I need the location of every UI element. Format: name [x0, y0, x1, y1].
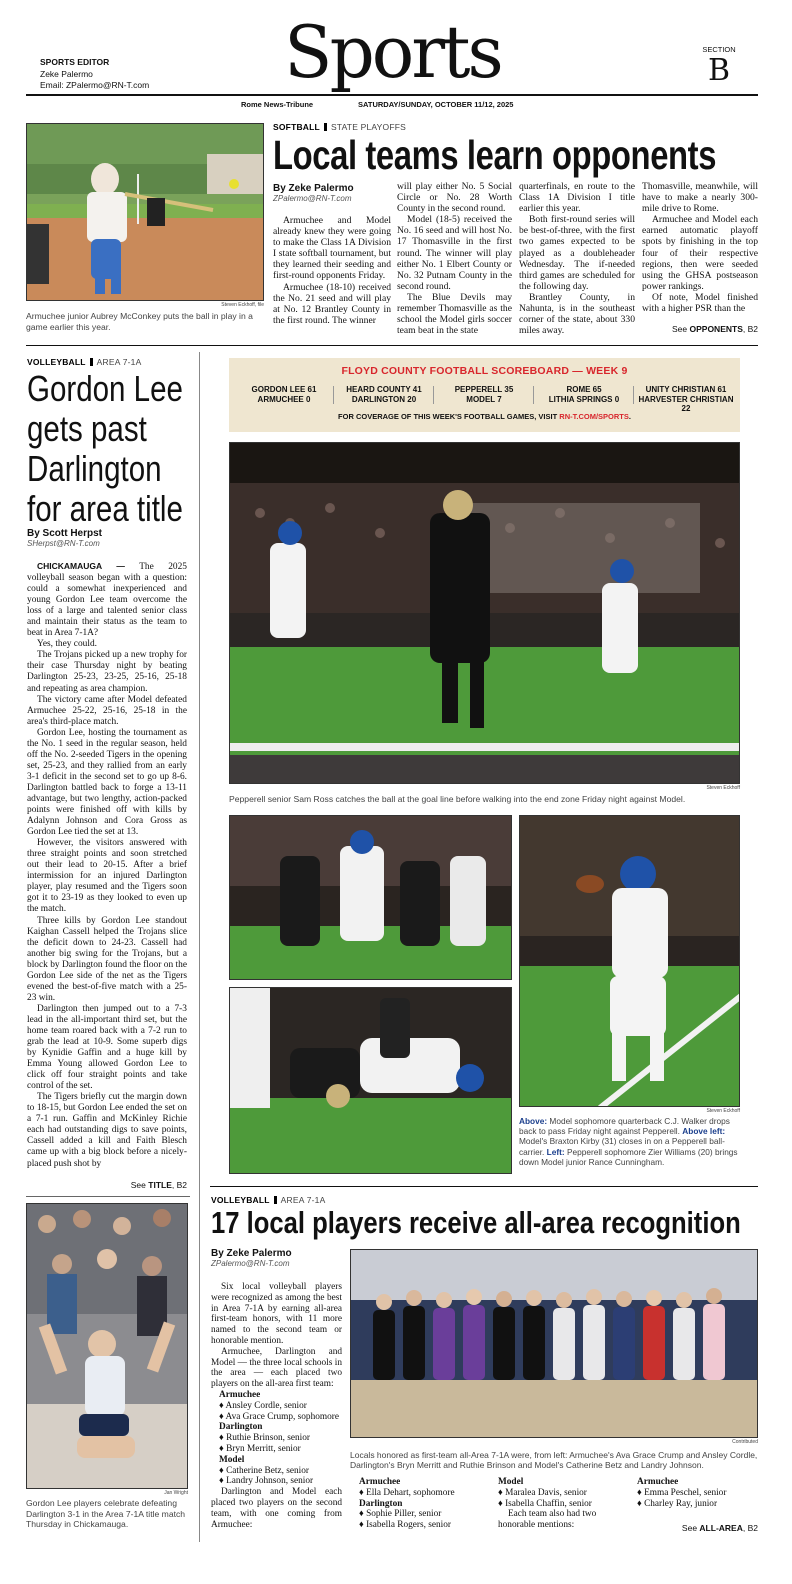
ft-player: ♦ Ava Grace Crump, sophomore: [219, 1411, 339, 1422]
softball-col4-p2: Armuchee and Model each earned automatic playoff spots by finishing in the top four of their respective regions, then were seeded using the GHSA postseason power rankings.: [642, 214, 758, 292]
allarea-intro-p2: Armuchee, Darlington and Model — the three local schools in the area — each placed two players on the all-area first team:: [211, 1346, 342, 1390]
football-walker-art: [520, 816, 740, 1107]
vb-title-p5: Gordon Lee, hosting the tournament as the No. 1 seed in the regular season, held off the No. 2-seeded Tigers in the opening set, 25-23, and they rallied from an early 3-1 deficit in the second set to go up 8-6. Darlington battled back to forge a 13-11 advantage, but two lengthy, action-packed points were finished off with kills by Adalynn Johnson and Cora Gross as Gordon Lee tied the set at 13.: [27, 727, 187, 838]
score-game-3-line1: PEPPERELL 35: [454, 385, 514, 394]
softball-col-1: [273, 215, 391, 333]
football-kirby-art: [230, 816, 512, 980]
scoreboard-footer-text: FOR COVERAGE OF THIS WEEK'S FOOTBALL GAMES, VISIT: [338, 412, 560, 421]
jump-page: , B2: [742, 1523, 758, 1533]
st-player: ♦ Ella Dehart, sophomore: [359, 1487, 455, 1498]
sports-editor-box: [40, 57, 240, 90]
vb-title-p1: [27, 561, 187, 639]
jump-see: See: [681, 1523, 698, 1533]
vb-headline-line-4: for area title: [27, 488, 183, 529]
section-letter: B: [707, 53, 731, 88]
allarea-intro-p1: Six local volleyball players were recognized as among the best in Area 7-1A by earning all-area first-team honors, with 11 more named to the second team or honorable mention.: [211, 1282, 342, 1346]
score-game-4-line2: LITHIA SPRINGS 0: [548, 394, 620, 404]
vb-celebration-art: [27, 1204, 188, 1489]
vb-title-p6: However, the visitors answered with three straight points and soon stretched out their lead to 20-15. After a brief intermission for an injured Darlington player, play resumed and the Tigers soon got it to 23-19 as they looked to even up the match.: [27, 838, 187, 915]
paper-name: Rome News-Tribune: [241, 100, 314, 109]
score-game-2: [334, 385, 434, 404]
vb-title-p3: The Trojans picked up a new trophy for their case Thursday night by beating Darlington 25-23, 23-25, 25-16, 25-18 and repeating as area champion.: [27, 650, 187, 694]
vb-headline-line-2: gets past: [27, 408, 147, 449]
softball-col2-p2: Model (18-5) received the No. 16 seed and will host No. 17 Thomasville in the first round. The winner will play either No. 1 Elbert County or No. 32 Putnam County in the second round.: [397, 214, 512, 292]
cap-above-text: Model sophomore quarterback C.J. Walker drops back to pass Friday night against Pepperell.: [519, 1116, 730, 1137]
football-main-caption: Pepperell senior Sam Ross catches the ball at the goal line before walking into the end zone Friday night against Model.: [229, 794, 686, 804]
football-small-caption: [519, 1116, 740, 1167]
score-game-5-line1: UNITY CHRISTIAN 61: [645, 385, 727, 394]
scoreboard-title: FLOYD COUNTY FOOTBALL SCOREBOARD — WEEK 9: [341, 365, 628, 377]
first-team-list: [211, 1390, 342, 1487]
softball-kicker-sub: STATE PLAYOFFS: [330, 122, 406, 132]
jump-target: OPPONENTS: [689, 324, 743, 334]
hm-school-armuchee: Armuchee: [637, 1477, 679, 1487]
vb-title-byline-name: By Scott Herpst: [27, 528, 103, 539]
vb-title-p9: The Tigers briefly cut the margin down to 18-15, but Gordon Lee ended the set on a 7-1 run. Gaffin and McKinley Richie each had outstanding digs to save points, Cassell added a kill and Faith Blesch came up with a big block before a nicely-placed push shot by: [27, 1092, 187, 1169]
vb-title-byline: [27, 528, 187, 548]
allarea-kicker-label: VOLLEYBALL: [211, 1195, 270, 1205]
st-school-model: Model: [498, 1477, 524, 1487]
softball-headline: Local teams learn opponents: [273, 132, 717, 178]
score-game-2-line2: DARLINGTON 20: [351, 394, 417, 404]
score-game-3-line2: MODEL 7: [466, 394, 502, 404]
cap-aboveleft-label: Above left:: [682, 1126, 726, 1137]
softball-photo-art: [27, 124, 264, 301]
vb-title-p1-text: The 2025 volleyball season began with a question: could a somewhat inexperienced and young Gordon Lee team overcome the loss of a large and talented senior class and maintain their status as the team to beat in Area 7-1A?: [27, 562, 187, 639]
allarea-col-2: [359, 1477, 489, 1531]
softball-col-2: [397, 181, 512, 336]
softball-col3-p3: Brantley County, in Nahunta, is in the southeast corner of the state, about 330 miles away.: [519, 291, 635, 336]
football-main-art: [230, 443, 740, 784]
allarea-col-1: [211, 1282, 342, 1542]
column-divider: [199, 352, 200, 1542]
softball-col2-p3: The Blue Devils may remember Thomasville as the school the Model girls soccer team beat in the state: [397, 291, 512, 336]
vb-title-p2: Yes, they could.: [37, 639, 97, 650]
score-game-1-line1: GORDON LEE 61: [251, 385, 317, 394]
cap-above-label: Above:: [519, 1116, 548, 1126]
vb-title-p7: Three kills by Gordon Lee standout Kaighan Cassell helped the Trojans slice the deficit down to 24-23. Cassell had another big swing for the Trojans, but a block by Darlington found the floor on the Gordon Lee side of the net as the Tigers evened the best-of-five match with a 25-23 win.: [27, 915, 187, 1003]
jump-see: See: [130, 1180, 146, 1190]
football-main-credit: Steven Eckhoff: [706, 785, 740, 791]
section-title: Sports: [284, 10, 501, 94]
softball-photo-credit: Steven Eckhoff, file: [221, 302, 264, 308]
masthead-rule: [26, 94, 758, 96]
allarea-kicker: [211, 1195, 325, 1205]
football-main-photo: [229, 442, 740, 784]
softball-col4-p1: Thomasville, meanwhile, will have to make a nearly 300-mile drive to Rome.: [642, 181, 758, 215]
allarea-top-rule: [210, 1186, 758, 1187]
vb-headline-line-3: Darlington: [27, 448, 162, 489]
allarea-jump-link[interactable]: [640, 1523, 758, 1533]
hm-player: ♦ Charley Ray, junior: [637, 1498, 718, 1509]
allarea-col2-tail: Each team also had two honorable mentions:: [498, 1509, 597, 1531]
section-label: SECTION: [702, 45, 736, 54]
vb-dateline: CHICKAMAUGA —: [37, 561, 125, 571]
ft-school-armuchee: Armuchee: [219, 1389, 261, 1400]
vb-title-kicker-label: VOLLEYBALL: [27, 357, 86, 367]
ft-school-model: Model: [219, 1454, 245, 1465]
score-game-2-line1: HEARD COUNTY 41: [346, 385, 422, 394]
issue-date: SATURDAY/SUNDAY, OCTOBER 11/12, 2025: [358, 100, 514, 109]
st-school-darlington: Darlington: [359, 1498, 403, 1509]
softball-col1-p2: Armuchee (18-10) received the No. 21 seed and will play at No. 12 Brantley County in the first round. The winner: [273, 281, 391, 326]
vb-title-kicker-sub: AREA 7-1A: [96, 357, 142, 367]
kicker-separator: [324, 123, 327, 131]
softball-col3-p2: Both first-round series will be best-of-three, with the first two games expected to be played as a doubleheader Wednesday. The if-needed third games are scheduled for the following day.: [519, 214, 635, 292]
ft-player: ♦ Catherine Betz, senior: [219, 1465, 309, 1476]
jump-page: , B2: [171, 1180, 187, 1190]
ft-player: ♦ Landry Johnson, senior: [219, 1476, 314, 1487]
kicker-separator: [90, 358, 93, 366]
softball-kicker: [273, 122, 406, 132]
cap-left-label: Left:: [546, 1146, 565, 1157]
scoreboard-footer-end: .: [628, 412, 631, 421]
ft-player: ♦ Ansley Cordle, senior: [219, 1400, 307, 1411]
allarea-photo-caption: Locals honored as first-team all-Area 7-1A were, from left: Armuchee's Ava Grace Crump and Ansley Cordle, Darlington's Bryn Merritt and Ruthie Brinson and Model's Catherine Betz and Landry Johnson.: [350, 1450, 758, 1471]
score-game-3: [434, 385, 534, 404]
softball-col2-p1: will play either No. 5 Social Circle or No. 28 Worth County in the second round.: [397, 181, 512, 215]
vb-title-p8: Darlington then jumped out to a 7-3 lead in the all-important third set, but the home team roared back with a 7-2 run to grab the lead at 10-9. Some superb digs by Kynidie Gaffin and a huge kill by Emma Young allowed Gordon Lee to click off four straight points and take control of the set.: [27, 1003, 187, 1092]
allarea-after-first: Darlington and Model each placed two players on the second team, with one coming from Armuchee:: [211, 1487, 342, 1530]
softball-byline: [273, 183, 393, 203]
jump-see: See: [672, 324, 688, 334]
vb-title-kicker: [27, 357, 141, 367]
allarea-team-art: [351, 1250, 758, 1438]
vb-headline-line-1: Gordon Lee: [27, 368, 183, 409]
softball-byline-email: ZPalermo@RN-T.com: [273, 194, 352, 203]
vb-title-byline-email: SHerpst@RN-T.com: [27, 539, 100, 548]
allarea-col-3: [498, 1477, 628, 1531]
score-game-1: [234, 385, 334, 404]
st-player: ♦ Sophie Piller, senior: [359, 1509, 442, 1520]
st-player: ♦ Isabella Rogers, senior: [359, 1520, 452, 1531]
sports-editor-email: Email: ZPalermo@RN-T.com: [40, 80, 150, 90]
score-game-5: [634, 385, 738, 414]
score-game-4: [534, 385, 634, 404]
softball-photo-caption: Armuchee junior Aubrey McConkey puts the ball in play in a game earlier this year.: [26, 311, 253, 332]
vb-title-p4: The victory came after Model defeated Armuchee 25-22, 25-16, 25-18 in the area's third-place match.: [27, 694, 187, 727]
allarea-photo-credit: Contributed: [732, 1439, 758, 1445]
st-player: ♦ Isabella Chaffin, senior: [498, 1498, 592, 1509]
jump-target: TITLE: [148, 1180, 172, 1190]
softball-col3-p1: quarterfinals, en route to the Class 1A Division I title earlier this year.: [519, 181, 635, 215]
ft-player: ♦ Ruthie Brinson, senior: [219, 1433, 310, 1444]
allarea-byline-email: ZPalermo@RN-T.com: [211, 1259, 290, 1268]
ft-school-darlington: Darlington: [219, 1422, 263, 1433]
vb-title-end-rule: [26, 1196, 190, 1197]
vb-title-body: [27, 561, 187, 1175]
allarea-byline-name: By Zeke Palermo: [211, 1248, 292, 1259]
vb-celebration-caption: Gordon Lee players celebrate defeating Darlington 3-1 in the Area 7-1A title match Thursday in Chickamauga.: [26, 1498, 186, 1529]
softball-col1-p1: Armuchee and Model already knew they were going to make the Class 1A Division I state softball tournament, but they learned their seeding and first-round opponents Friday.: [273, 215, 391, 282]
allarea-byline: [211, 1248, 341, 1268]
score-game-4-line1: ROME 65: [566, 385, 602, 394]
hm-player: ♦ Emma Peschel, senior: [637, 1487, 727, 1498]
allarea-kicker-sub: AREA 7-1A: [280, 1195, 326, 1205]
st-school-armuchee: Armuchee: [359, 1477, 401, 1487]
cap-aboveleft-text: Model's Braxton Kirby (31) closes in on a Pepperell ball-carrier.: [519, 1136, 725, 1157]
softball-byline-name: By Zeke Palermo: [273, 183, 354, 194]
football-photo-kirby: [229, 815, 512, 980]
softball-jump-link[interactable]: [600, 324, 758, 334]
sports-editor-name: Zeke Palermo: [40, 69, 93, 79]
softball-kicker-label: SOFTBALL: [273, 122, 320, 132]
cap-left-text: Pepperell sophomore Zier Williams (20) brings down Model junior Rance Cunningham.: [519, 1146, 738, 1167]
ft-player: ♦ Bryn Merritt, senior: [219, 1443, 301, 1454]
allarea-team-photo: [350, 1249, 758, 1438]
vb-celebration-photo: [26, 1203, 188, 1489]
score-game-1-line2: ARMUCHEE 0: [257, 394, 311, 404]
softball-col4-p3: Of note, Model finished with a higher PSR than the: [642, 291, 758, 315]
allarea-headline: 17 local players receive all-area recognition: [211, 1206, 741, 1240]
st-player: ♦ Maralea Davis, senior: [498, 1487, 587, 1498]
vb-celebration-credit: Jan Wright: [164, 1490, 188, 1496]
softball-col-4: [642, 181, 758, 316]
football-photo-williams: [229, 987, 512, 1174]
football-williams-art: [230, 988, 512, 1174]
scoreboard-footer-link[interactable]: RN-T.COM/SPORTS: [559, 412, 629, 421]
vb-title-jump-link[interactable]: [60, 1180, 187, 1190]
jump-page: , B2: [742, 324, 758, 334]
football-small-credit: Steven Eckhoff: [706, 1108, 740, 1114]
top-section-rule: [26, 345, 758, 346]
allarea-col-4: [637, 1477, 758, 1509]
scoreboard-footer: [229, 412, 740, 421]
vb-title-headline: [27, 369, 183, 529]
score-game-5-line2: HARVESTER CHRISTIAN 22: [638, 394, 734, 413]
jump-target: ALL-AREA: [699, 1523, 743, 1533]
sports-editor-heading: SPORTS EDITOR: [40, 57, 110, 67]
football-photo-walker: [519, 815, 740, 1107]
softball-col-3: [519, 181, 635, 336]
kicker-separator: [274, 1196, 277, 1204]
softball-photo: [26, 123, 264, 301]
